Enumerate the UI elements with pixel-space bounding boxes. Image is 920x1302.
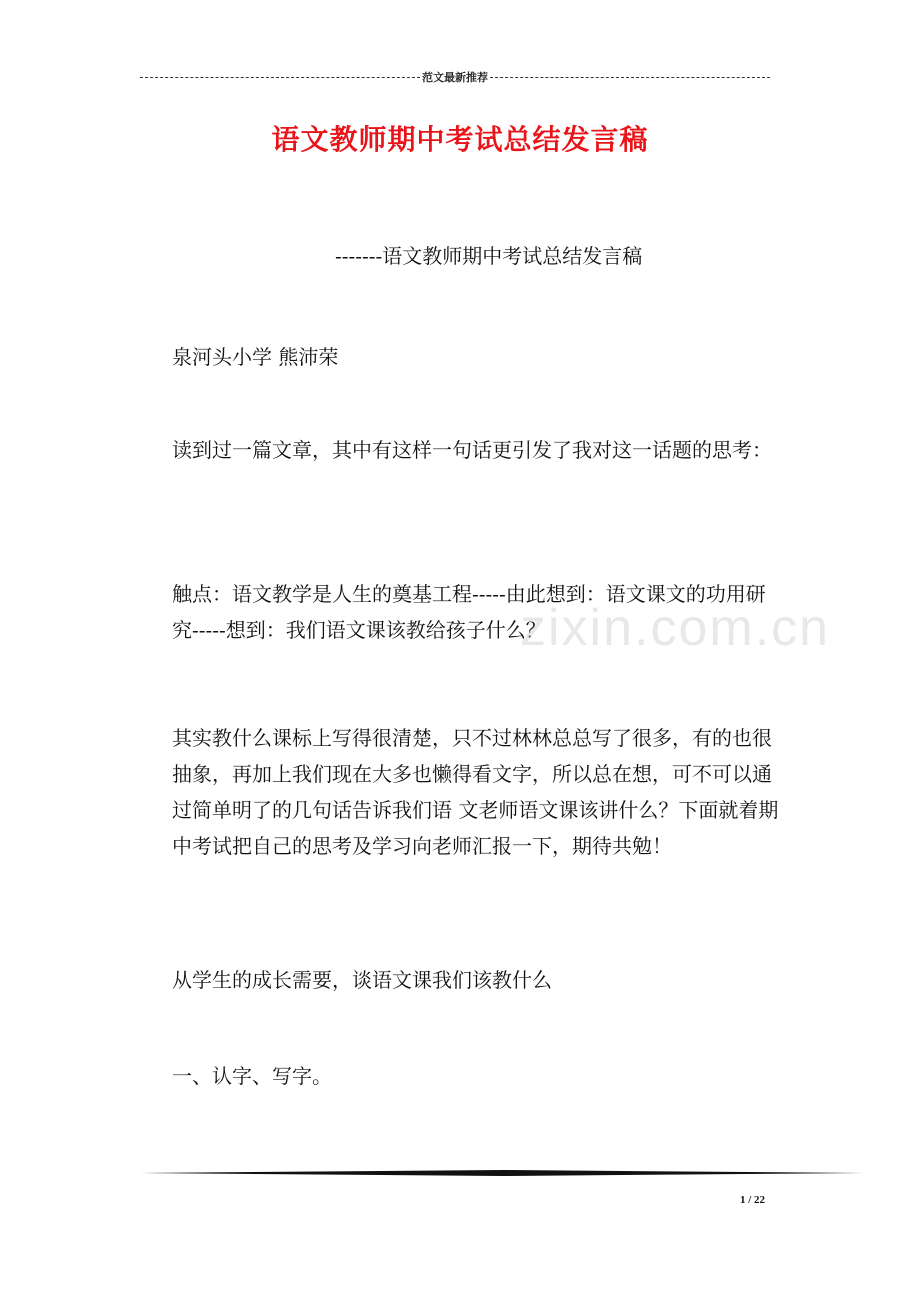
paragraph-4	[140, 962, 790, 998]
paragraph-3	[140, 720, 790, 864]
footer-divider	[140, 1170, 864, 1176]
paragraph-text: 从学生的成长需要，谈语文课我们该教什么	[172, 968, 552, 992]
page-number: 1 / 22	[740, 1194, 766, 1206]
paragraph-text: 触点：语文教学是人生的奠基工程-----由此想到：语文课文的功用研究-----想到：我们语文课该教给孩子什么？	[172, 582, 766, 642]
watermark: zixin.com.cn	[520, 599, 831, 657]
document-subtitle: -------语文教师期中考试总结发言稿	[335, 244, 643, 268]
header-label: 范文最新推荐	[422, 72, 488, 84]
paragraph-5	[140, 1058, 790, 1094]
page-header	[140, 69, 770, 85]
paragraph-text: 读到过一篇文章，其中有这样一句话更引发了我对这一话题的思考：	[172, 438, 772, 462]
author-line	[140, 339, 790, 375]
paragraph-1	[140, 432, 790, 468]
author-line-text: 泉河头小学 熊沛荣	[172, 345, 339, 369]
header-dash-left	[140, 77, 420, 78]
paragraph-text: 其实教什么课标上写得很清楚，只不过林林总总写了很多，有的也很抽象，再加上我们现在大多也懒得看文字，所以总在想，可不可以通过简单明了的几句话告诉我们语 文老师语文课该讲什么？下面就着期中考试把自己的思考及学习向老师汇报一下，期待共勉！	[172, 726, 779, 858]
header-dash-right	[490, 77, 770, 78]
document-title: 语文教师期中考试总结发言稿	[271, 123, 649, 156]
paragraph-text: 一、认字、写字。	[172, 1064, 332, 1088]
